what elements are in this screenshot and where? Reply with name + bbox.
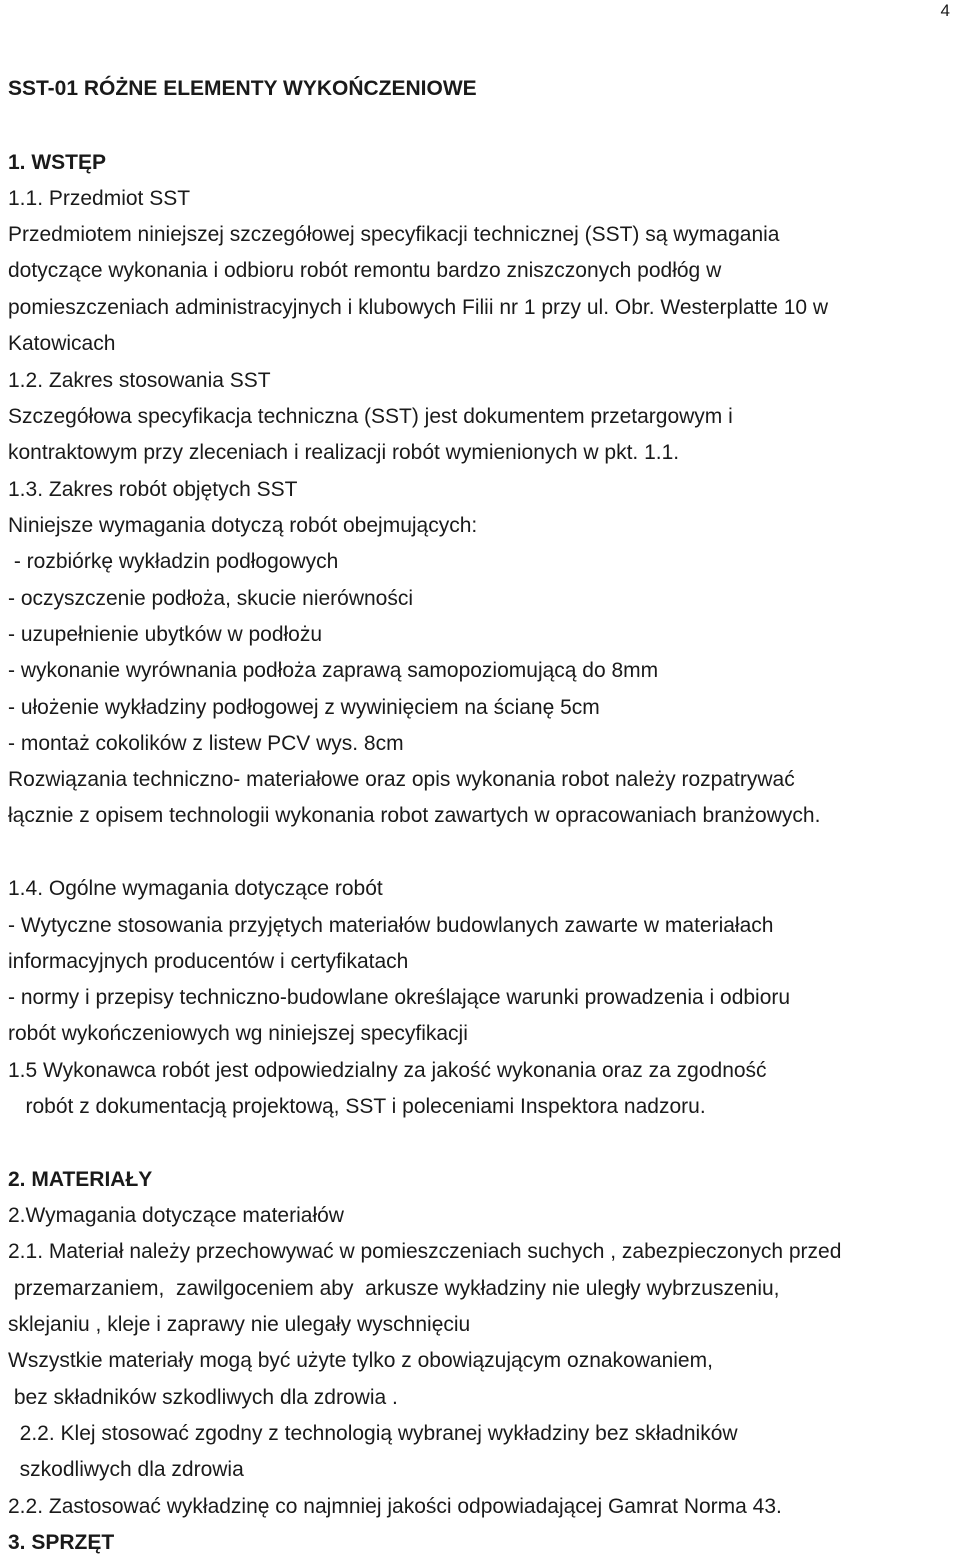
section-heading-equipment: 3. SPRZĘT <box>8 1531 115 1554</box>
list-item: - montaż cokolików z listew PCV wys. 8cm <box>8 732 404 755</box>
paragraph-line: Wszystkie materiały mogą być użyte tylko z obowiązującym oznakowaniem, <box>8 1349 713 1372</box>
subsection-heading: 1.3. Zakres robót objętych SST <box>8 478 298 501</box>
paragraph-line: przemarzaniem, zawilgoceniem aby arkusze wykładziny nie uległy wybrzuszeniu, <box>8 1277 780 1300</box>
paragraph-line: szkodliwych dla zdrowia <box>8 1458 244 1481</box>
paragraph-line: - Wytyczne stosowania przyjętych materiałów budowlanych zawarte w materiałach <box>8 914 774 937</box>
list-item: - oczyszczenie podłoża, skucie nierówności <box>8 587 414 610</box>
paragraph-line: pomieszczeniach administracyjnych i klubowych Filii nr 1 przy ul. Obr. Westerplatte 10 w <box>8 296 829 319</box>
paragraph-line: robót wykończeniowych wg niniejszej specyfikacji <box>8 1022 468 1045</box>
list-item: - uzupełnienie ubytków w podłożu <box>8 623 323 646</box>
section-heading-intro: 1. WSTĘP <box>8 151 107 174</box>
paragraph-line: kontraktowym przy zleceniach i realizacji robót wymienionych w pkt. 1.1. <box>8 441 680 464</box>
paragraph-line: Katowicach <box>8 332 116 355</box>
paragraph-line: dotyczące wykonania i odbioru robót remontu bardzo zniszczonych podłóg w <box>8 259 722 282</box>
paragraph-line: 2.2. Zastosować wykładzinę co najmniej jakości odpowiadającej Gamrat Norma 43. <box>8 1495 782 1518</box>
subsection-heading: 1.4. Ogólne wymagania dotyczące robót <box>8 877 383 900</box>
paragraph-line: informacyjnych producentów i certyfikatach <box>8 950 409 973</box>
paragraph-line: - normy i przepisy techniczno-budowlane określające warunki prowadzenia i odbioru <box>8 986 791 1009</box>
paragraph-line: Niniejsze wymagania dotyczą robót obejmujących: <box>8 514 478 537</box>
paragraph-line: Szczegółowa specyfikacja techniczna (SST) jest dokumentem przetargowym i <box>8 405 733 428</box>
document-title: SST-01 RÓŻNE ELEMENTY WYKOŃCZENIOWE <box>8 77 477 100</box>
list-item: - rozbiórkę wykładzin podłogowych <box>8 550 339 573</box>
paragraph-line: bez składników szkodliwych dla zdrowia . <box>8 1386 398 1409</box>
paragraph-line: Rozwiązania techniczno- materiałowe oraz opis wykonania robot należy rozpatrywać <box>8 768 795 791</box>
subsection-heading: 1.1. Przedmiot SST <box>8 187 191 210</box>
paragraph-line: sklejaniu , kleje i zaprawy nie ulegały wyschnięciu <box>8 1313 471 1336</box>
section-heading-materials: 2. MATERIAŁY <box>8 1168 153 1191</box>
paragraph-line: 2.1. Materiał należy przechowywać w pomieszczeniach suchych , zabezpieczonych przed <box>8 1240 842 1263</box>
paragraph-line: łącznie z opisem technologii wykonania robot zawartych w opracowaniach branżowych. <box>8 804 821 827</box>
subsection-heading: 1.2. Zakres stosowania SST <box>8 369 271 392</box>
list-item: - wykonanie wyrównania podłoża zaprawą samopoziomującą do 8mm <box>8 659 659 682</box>
paragraph-line: robót z dokumentacją projektową, SST i poleceniami Inspektora nadzoru. <box>8 1095 706 1118</box>
paragraph-line: 1.5 Wykonawca robót jest odpowiedzialny za jakość wykonania oraz za zgodność <box>8 1059 767 1082</box>
list-item: - ułożenie wykładziny podłogowej z wywinięciem na ścianę 5cm <box>8 696 600 719</box>
page-number: 4 <box>940 1 950 20</box>
subsection-heading: 2.Wymagania dotyczące materiałów <box>8 1204 344 1227</box>
paragraph-line: Przedmiotem niniejszej szczegółowej specyfikacji technicznej (SST) są wymagania <box>8 223 780 246</box>
paragraph-line: 2.2. Klej stosować zgodny z technologią wybranej wykładziny bez składników <box>8 1422 738 1445</box>
